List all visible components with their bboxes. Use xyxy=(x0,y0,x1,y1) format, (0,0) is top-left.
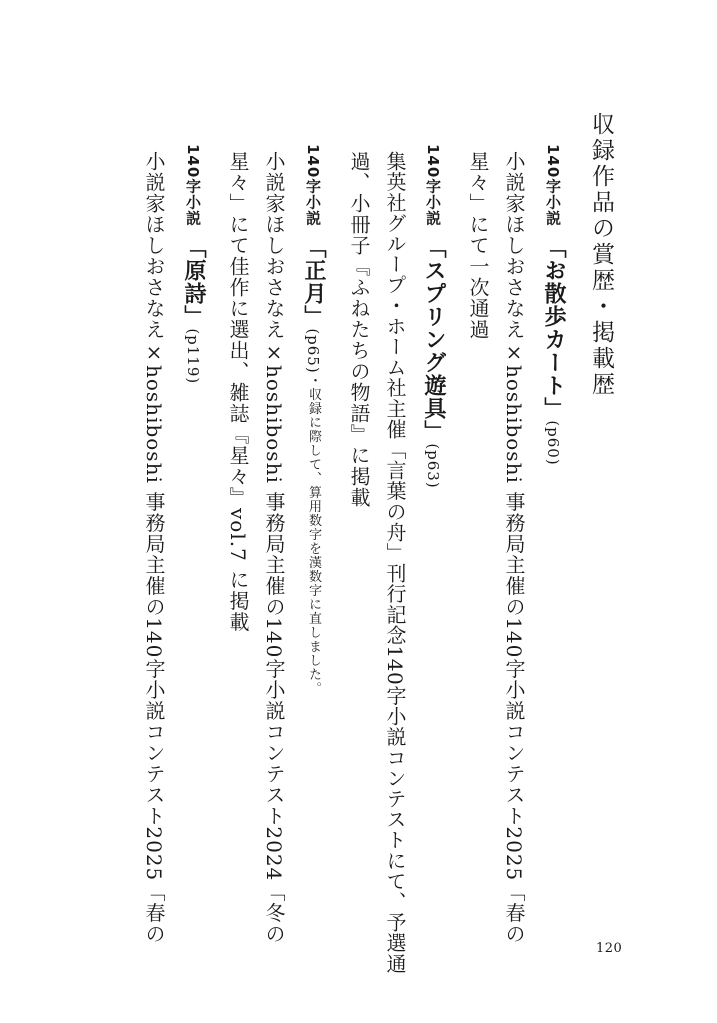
entry-heading xyxy=(422,144,444,489)
work-title: 「スプリング遊具」 xyxy=(421,236,446,444)
entry-text-line: 小説家ほしおさなえ×hoshiboshi 事務局主催の140字小説コンテスト2024「冬の xyxy=(262,151,286,945)
page-ref: (p60) xyxy=(544,420,562,466)
work-title: 「正月」 xyxy=(301,236,326,329)
entry-label: 140字小説 xyxy=(304,144,322,227)
entry-label: 140字小説 xyxy=(184,144,202,227)
entry-heading xyxy=(542,144,564,466)
entry-text-line: 小説家ほしおさなえ×hoshiboshi 事務局主催の140字小説コンテスト2025「春の xyxy=(142,151,166,945)
entry-label: 140字小説 xyxy=(424,144,442,227)
page-ref: (p119) xyxy=(184,328,202,385)
editorial-note: ・収録に際して、算用数字を漢数字に直しました。 xyxy=(306,373,321,696)
page-number: 120 xyxy=(596,941,623,956)
entry-text-line: 星々」にて一次通過 xyxy=(466,151,490,340)
entry-text-line: 星々」にて佳作に選出、雑誌『星々』vol.7 に掲載 xyxy=(226,151,250,633)
work-title: 「原詩」 xyxy=(181,236,206,329)
entry-label: 140字小説 xyxy=(544,144,562,227)
page-ref: (p63) xyxy=(424,443,442,489)
page-ref: (p65) xyxy=(304,328,322,374)
entry-text-line: 集英社グループ・ホーム社主催「言葉の舟」刊行記念140字小説コンテストにて、予選通 xyxy=(383,151,407,974)
entry-text-line: 過、小冊子『ふねたちの物語』に掲載 xyxy=(347,151,371,508)
page-title: 収録作品の賞歴・掲載歴 xyxy=(588,112,614,398)
work-title: 「お散歩カート」 xyxy=(541,236,566,421)
entry-heading xyxy=(302,144,324,696)
entry-heading xyxy=(182,144,204,384)
entry-text-line: 小説家ほしおさなえ×hoshiboshi 事務局主催の140字小説コンテスト2025「春の xyxy=(502,151,526,945)
